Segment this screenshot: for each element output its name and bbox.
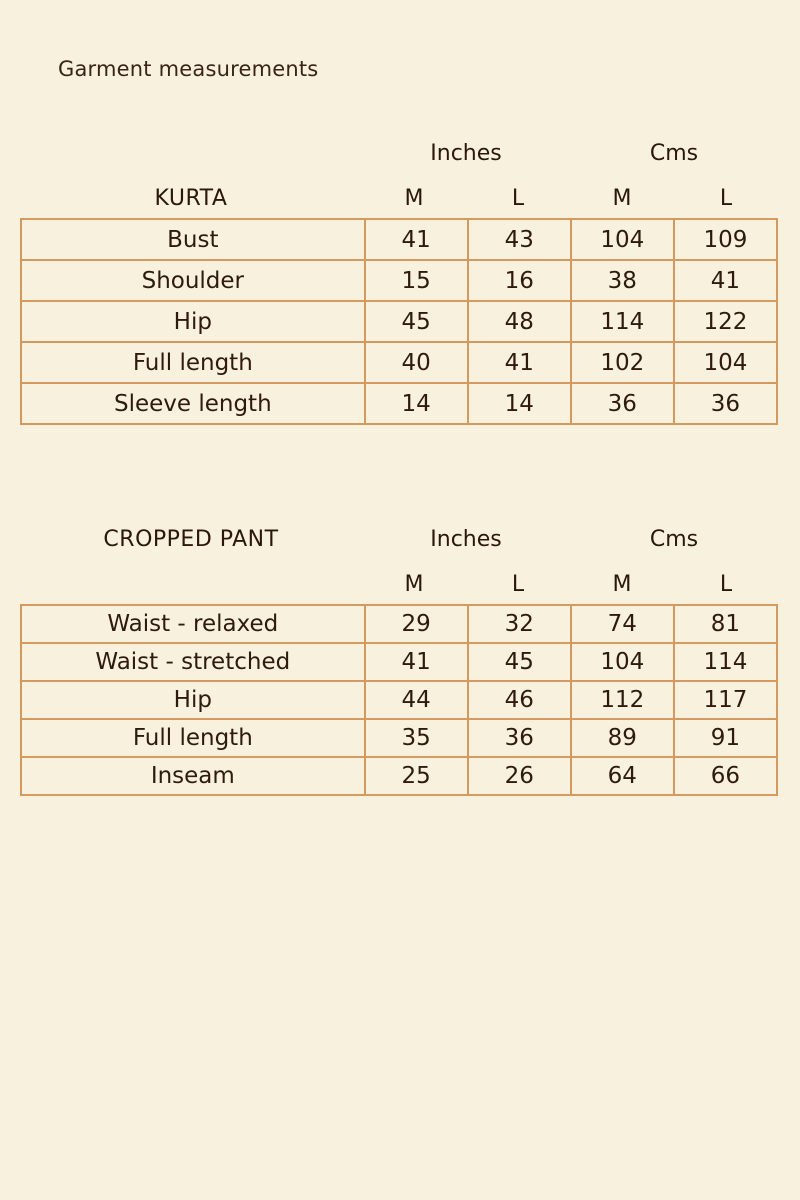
measurement-label: Full length (21, 719, 365, 757)
kurta-measurement-table (20, 218, 778, 425)
measurement-value: 43 (468, 219, 571, 260)
table-row (21, 219, 777, 260)
measurement-label: Waist - relaxed (21, 605, 365, 643)
table-row (21, 605, 777, 643)
measurement-value: 114 (674, 643, 777, 681)
measurement-label: Hip (21, 681, 365, 719)
measurement-label: Waist - stretched (21, 643, 365, 681)
measurement-value: 14 (365, 383, 468, 424)
measurement-value: 91 (674, 719, 777, 757)
pant-measurement-table (20, 604, 778, 796)
measurement-value: 109 (674, 219, 777, 260)
kurta-unit-inches: Inches (430, 141, 502, 166)
table-row (21, 342, 777, 383)
measurement-value: 48 (468, 301, 571, 342)
measurement-value: 38 (571, 260, 674, 301)
pant-size-inches-l: L (511, 572, 525, 597)
kurta-size-header (20, 184, 778, 214)
page-title: Garment measurements (58, 57, 319, 81)
measurement-label: Full length (21, 342, 365, 383)
pant-section-title: CROPPED PANT (103, 527, 279, 552)
kurta-section-title: KURTA (154, 186, 228, 211)
kurta-size-inches-m: M (404, 186, 424, 211)
measurement-value: 14 (468, 383, 571, 424)
kurta-unit-header (20, 139, 778, 169)
pant-unit-cms: Cms (649, 527, 699, 552)
measurement-value: 122 (674, 301, 777, 342)
pant-size-header (20, 570, 778, 600)
measurement-value: 45 (365, 301, 468, 342)
measurement-value: 74 (571, 605, 674, 643)
measurement-value: 29 (365, 605, 468, 643)
table-row (21, 301, 777, 342)
measurement-value: 26 (468, 757, 571, 795)
pant-size-cms-m: M (612, 572, 632, 597)
measurement-value: 104 (571, 643, 674, 681)
measurement-value: 89 (571, 719, 674, 757)
measurement-value: 114 (571, 301, 674, 342)
kurta-size-chart (20, 139, 778, 439)
measurement-value: 41 (365, 643, 468, 681)
measurement-label: Inseam (21, 757, 365, 795)
pant-size-cms-l: L (719, 572, 733, 597)
measurement-value: 36 (571, 383, 674, 424)
kurta-size-cms-m: M (612, 186, 632, 211)
measurement-value: 25 (365, 757, 468, 795)
measurement-value: 44 (365, 681, 468, 719)
measurement-value: 36 (674, 383, 777, 424)
measurement-label: Shoulder (21, 260, 365, 301)
table-row (21, 260, 777, 301)
measurement-value: 40 (365, 342, 468, 383)
table-row (21, 643, 777, 681)
measurement-value: 64 (571, 757, 674, 795)
pant-table-body (21, 605, 777, 795)
measurement-value: 46 (468, 681, 571, 719)
measurement-value: 66 (674, 757, 777, 795)
pant-unit-inches: Inches (430, 527, 502, 552)
measurement-value: 117 (674, 681, 777, 719)
table-row (21, 681, 777, 719)
measurement-label: Bust (21, 219, 365, 260)
kurta-size-cms-l: L (719, 186, 733, 211)
measurement-value: 41 (674, 260, 777, 301)
kurta-table-body (21, 219, 777, 424)
pant-size-chart (20, 525, 778, 815)
measurement-value: 45 (468, 643, 571, 681)
kurta-unit-cms: Cms (649, 141, 699, 166)
measurement-value: 102 (571, 342, 674, 383)
measurement-value: 32 (468, 605, 571, 643)
measurement-value: 104 (674, 342, 777, 383)
table-row (21, 383, 777, 424)
measurement-value: 112 (571, 681, 674, 719)
measurement-value: 41 (468, 342, 571, 383)
measurement-value: 16 (468, 260, 571, 301)
measurement-label: Hip (21, 301, 365, 342)
kurta-size-inches-l: L (511, 186, 525, 211)
pant-unit-header (20, 525, 778, 555)
measurement-value: 104 (571, 219, 674, 260)
table-row (21, 757, 777, 795)
measurement-label: Sleeve length (21, 383, 365, 424)
measurement-value: 15 (365, 260, 468, 301)
pant-size-inches-m: M (404, 572, 424, 597)
measurement-value: 81 (674, 605, 777, 643)
table-row (21, 719, 777, 757)
measurement-value: 35 (365, 719, 468, 757)
measurement-value: 36 (468, 719, 571, 757)
measurement-value: 41 (365, 219, 468, 260)
